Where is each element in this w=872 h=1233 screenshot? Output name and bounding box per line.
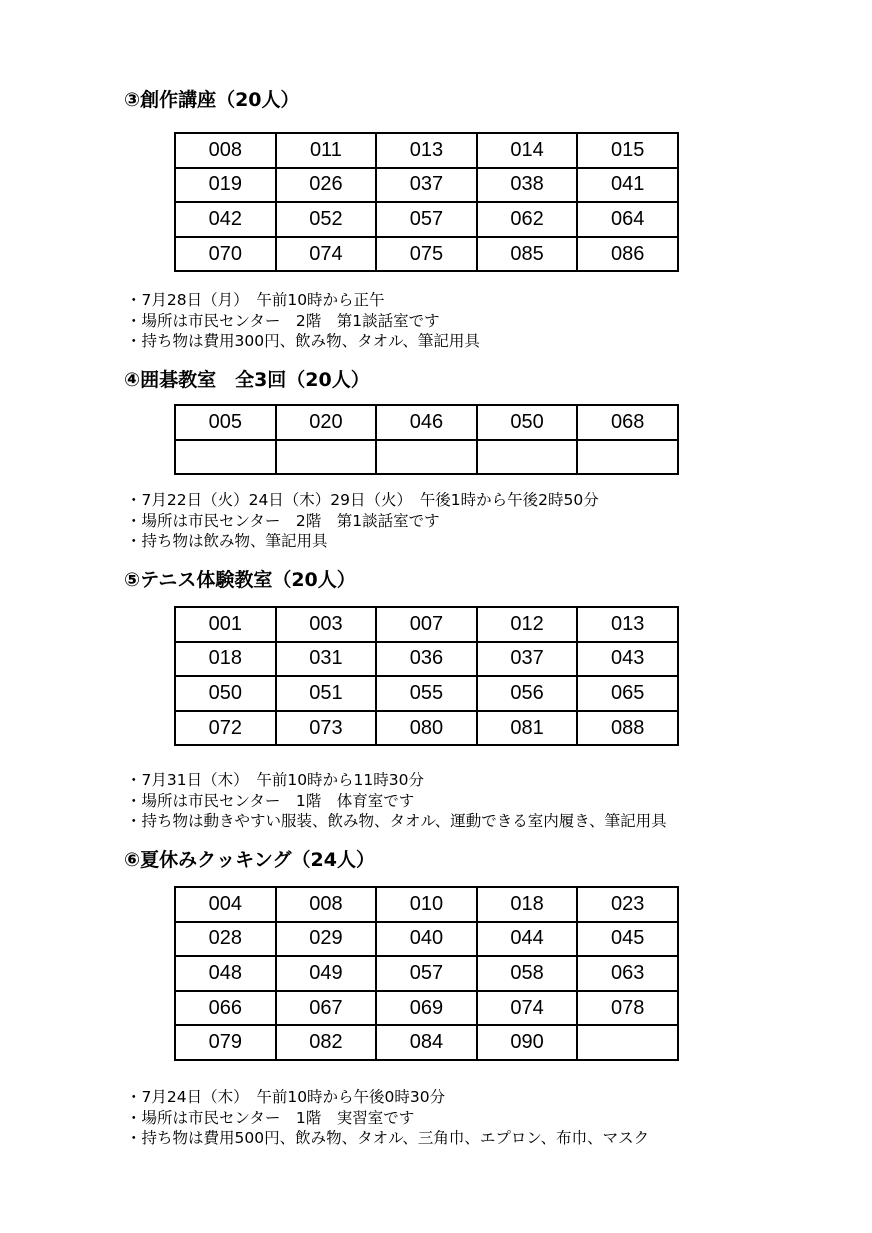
table-row [175,887,678,922]
number-cell: 010 [376,887,477,922]
number-cell: 001 [175,607,276,642]
number-cell: 062 [477,202,578,237]
number-cell: 074 [276,237,377,272]
number-cell: 037 [376,168,477,203]
section-title-creative-writing: ③創作講座（20人） [124,89,300,111]
note-location: ・場所は市民センター 1階 実習室です [126,1108,415,1127]
number-cell: 057 [376,202,477,237]
number-cell: 050 [477,405,578,440]
number-cell: 044 [477,922,578,957]
table-row [175,202,678,237]
winner-number-table-go-class [174,404,679,475]
section-title-go-class: ④囲碁教室 全3回（20人） [124,369,370,391]
number-cell: 063 [577,956,678,991]
table-row [175,440,678,475]
winner-number-table-tennis-class [174,606,679,746]
number-cell: 045 [577,922,678,957]
number-cell: 055 [376,676,477,711]
number-cell [175,440,276,475]
number-cell: 040 [376,922,477,957]
section-notes-creative-writing [126,290,480,352]
table-row [175,922,678,957]
number-cell: 052 [276,202,377,237]
number-cell: 018 [175,642,276,677]
section-title-summer-cooking: ⑥夏休みクッキング（24人） [124,849,375,871]
winner-number-table-summer-cooking [174,886,679,1061]
number-cell: 069 [376,991,477,1026]
table-row [175,711,678,746]
number-cell: 070 [175,237,276,272]
number-cell: 008 [175,133,276,168]
note-date-time: ・7月28日（月） 午前10時から正午 [126,291,385,309]
table-row [175,237,678,272]
note-location: ・場所は市民センター 2階 第1談話室です [126,511,440,530]
number-cell: 019 [175,168,276,203]
number-cell: 051 [276,676,377,711]
number-cell: 065 [577,676,678,711]
table-row [175,956,678,991]
number-cell: 056 [477,676,578,711]
number-cell: 085 [477,237,578,272]
number-cell: 011 [276,133,377,168]
number-cell: 090 [477,1025,578,1060]
number-cell: 072 [175,711,276,746]
note-belongings: ・持ち物は費用500円、飲み物、タオル、三角巾、エプロン、布巾、マスク [126,1129,650,1147]
number-cell: 086 [577,237,678,272]
number-cell: 031 [276,642,377,677]
number-cell: 037 [477,642,578,677]
number-cell: 023 [577,887,678,922]
note-belongings: ・持ち物は費用300円、飲み物、タオル、筆記用具 [126,332,480,350]
number-cell: 049 [276,956,377,991]
number-cell: 050 [175,676,276,711]
number-cell: 075 [376,237,477,272]
table-row [175,991,678,1026]
number-cell: 007 [376,607,477,642]
number-cell: 012 [477,607,578,642]
note-belongings: ・持ち物は飲み物、筆記用具 [126,532,328,550]
number-cell: 064 [577,202,678,237]
section-title-tennis-class: ⑤テニス体験教室（20人） [124,569,356,591]
number-cell [477,440,578,475]
note-date-time: ・7月24日（木） 午前10時から午後0時30分 [126,1088,446,1106]
number-cell: 074 [477,991,578,1026]
number-cell: 084 [376,1025,477,1060]
number-cell: 036 [376,642,477,677]
number-cell: 029 [276,922,377,957]
table-row [175,1025,678,1060]
number-cell [276,440,377,475]
number-cell: 067 [276,991,377,1026]
note-belongings: ・持ち物は動きやすい服装、飲み物、タオル、運動できる室内履き、筆記用具 [126,812,667,830]
number-cell: 046 [376,405,477,440]
note-date-time: ・7月31日（木） 午前10時から11時30分 [126,771,425,789]
number-cell: 080 [376,711,477,746]
note-location: ・場所は市民センター 2階 第1談話室です [126,311,440,330]
number-cell: 008 [276,887,377,922]
number-cell: 082 [276,1025,377,1060]
number-cell: 014 [477,133,578,168]
table-row [175,405,678,440]
section-notes-summer-cooking [126,1087,649,1149]
number-cell: 028 [175,922,276,957]
number-cell: 066 [175,991,276,1026]
table-row [175,642,678,677]
number-cell: 020 [276,405,377,440]
number-cell: 057 [376,956,477,991]
number-cell [376,440,477,475]
number-cell: 026 [276,168,377,203]
number-cell: 013 [577,607,678,642]
number-cell: 068 [577,405,678,440]
note-location: ・場所は市民センター 1階 体育室です [126,791,415,810]
number-cell: 081 [477,711,578,746]
number-cell: 005 [175,405,276,440]
number-cell [577,1025,678,1060]
number-cell: 038 [477,168,578,203]
number-cell: 043 [577,642,678,677]
table-row [175,168,678,203]
winner-number-table-creative-writing [174,132,679,272]
number-cell: 042 [175,202,276,237]
number-cell: 004 [175,887,276,922]
number-cell: 018 [477,887,578,922]
section-notes-tennis-class [126,770,667,832]
number-cell: 079 [175,1025,276,1060]
number-cell: 078 [577,991,678,1026]
number-cell [577,440,678,475]
number-cell: 058 [477,956,578,991]
table-row [175,133,678,168]
number-cell: 088 [577,711,678,746]
table-row [175,607,678,642]
number-cell: 003 [276,607,377,642]
number-cell: 041 [577,168,678,203]
number-cell: 048 [175,956,276,991]
note-date-time: ・7月22日（火）24日（木）29日（火） 午後1時から午後2時50分 [126,491,599,509]
number-cell: 073 [276,711,377,746]
number-cell: 013 [376,133,477,168]
section-notes-go-class [126,490,599,552]
number-cell: 015 [577,133,678,168]
table-row [175,676,678,711]
